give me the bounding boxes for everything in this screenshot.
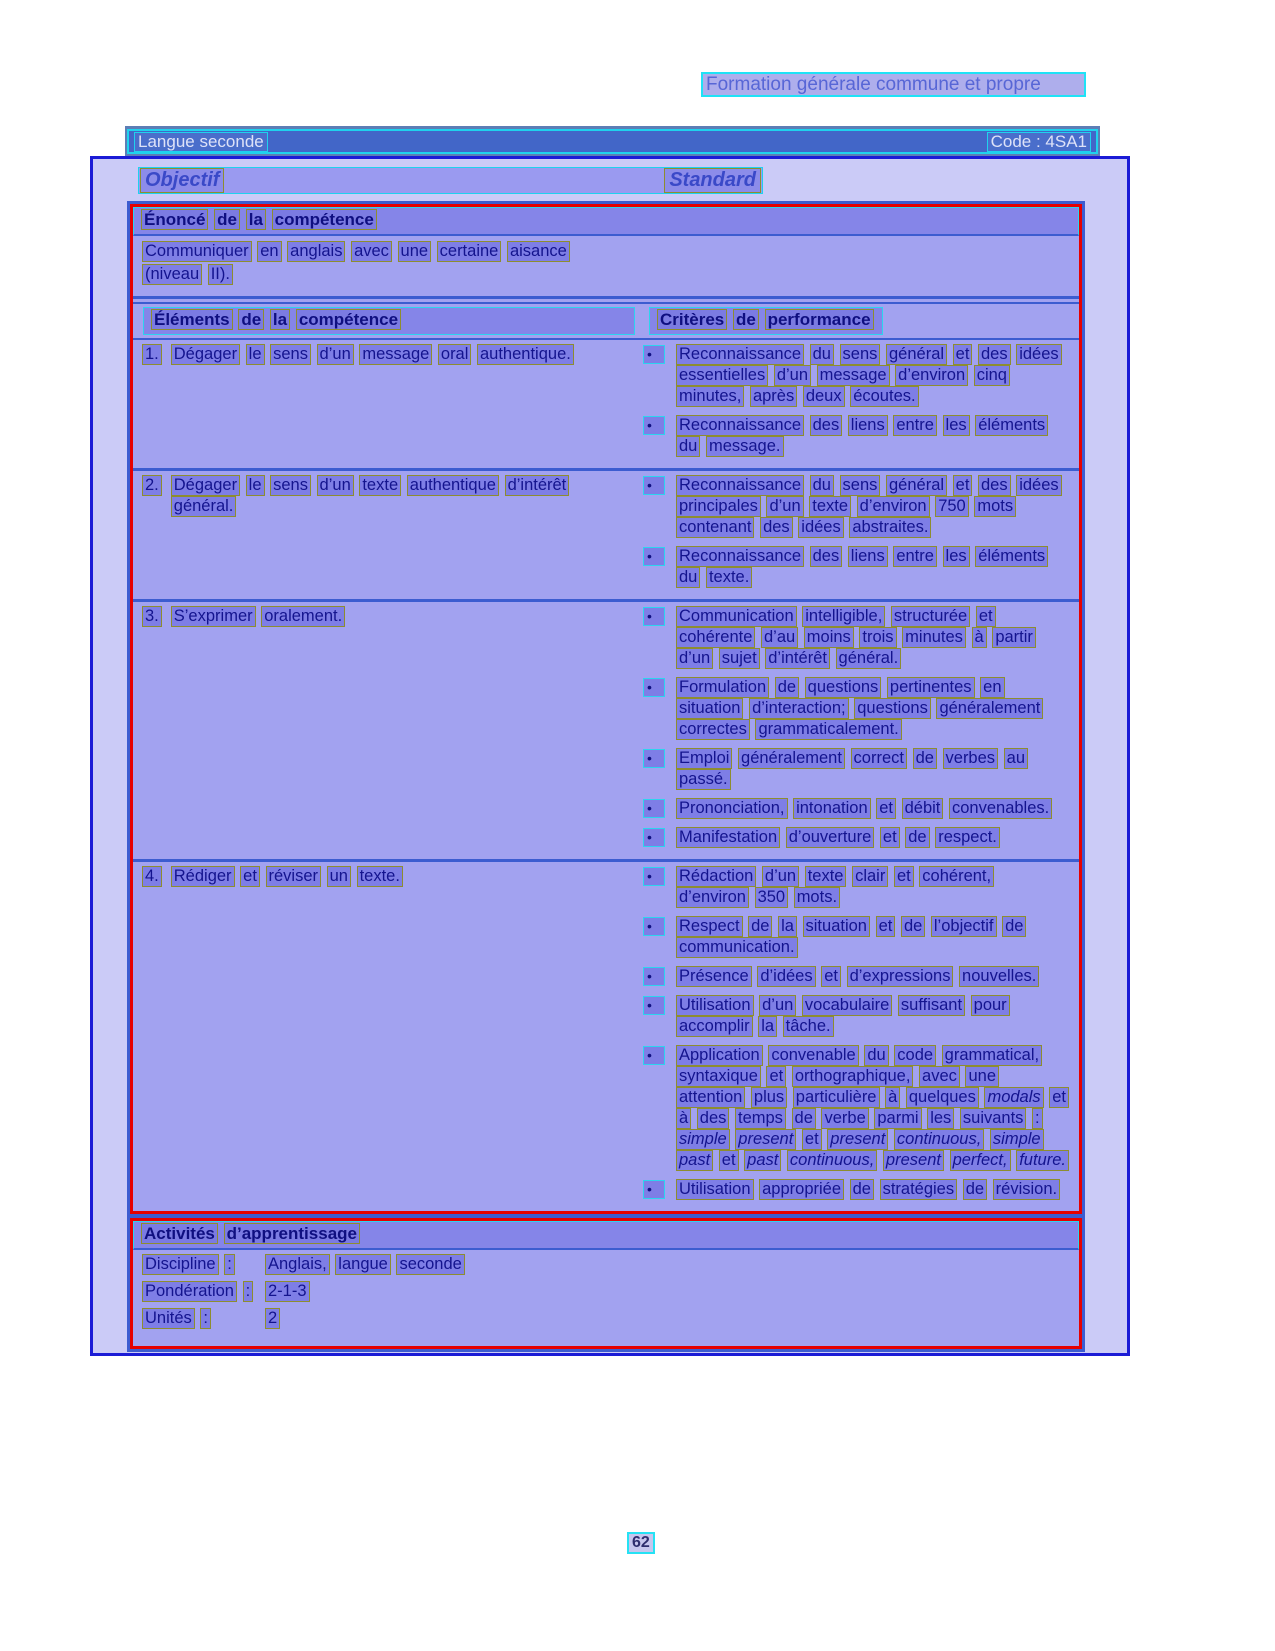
code-badge: Code : 4SA1	[987, 132, 1091, 152]
section-divider	[133, 296, 1079, 304]
enonce-elements-region	[130, 204, 1082, 1214]
field-value: 2	[268, 1309, 278, 1327]
bullet-icon: •	[643, 799, 665, 818]
bullet-icon: •	[643, 607, 665, 626]
bullet-icon: •	[643, 416, 665, 435]
element-text: Dégager le sens d’un message oral authentique.	[173, 345, 571, 363]
table-row	[133, 340, 1079, 468]
criteria-text: Reconnaissance du sens général et des idées principales d’un texte d’environ 750 mots contenant des idées abstraites.	[679, 476, 1059, 536]
field-row	[143, 1309, 1069, 1330]
activites-fields	[133, 1250, 1079, 1346]
bullet-icon: •	[643, 867, 665, 886]
objectif-heading: Objectif	[141, 169, 223, 192]
element-number: 2.	[145, 476, 159, 494]
criteria-cell	[643, 607, 1071, 851]
activites-title: Activités d’apprentissage	[133, 1221, 1079, 1250]
criteria-text: Présence d’idées et d’expressions nouvelles.	[679, 967, 1037, 985]
bullet-icon: •	[643, 1046, 665, 1065]
bullet-icon: •	[643, 828, 665, 847]
bullet-icon: •	[643, 345, 665, 364]
table-row	[133, 599, 1079, 859]
bullet-icon: •	[643, 917, 665, 936]
criteria-text: Utilisation d’un vocabulaire suffisant pour accomplir la tâche.	[679, 996, 1007, 1035]
field-label: Unités :	[145, 1309, 208, 1327]
element-number: 3.	[145, 607, 159, 625]
header-note: Formation générale commune et propre	[701, 72, 1086, 97]
table-row	[133, 859, 1079, 1211]
page-number: 62	[627, 1532, 655, 1554]
criteria-item	[643, 345, 1071, 408]
criteria-text: Reconnaissance des liens entre les éléments du message.	[679, 416, 1046, 455]
element-cell	[143, 345, 643, 460]
criteria-text: Respect de la situation et de l’objectif de communication.	[679, 917, 1024, 956]
criteria-item	[643, 1180, 1071, 1201]
criteres-header: Critères de performance	[649, 307, 883, 335]
criteria-item	[643, 828, 1071, 849]
criteria-item	[643, 476, 1071, 539]
criteria-item	[643, 867, 1071, 909]
table-row	[133, 468, 1079, 599]
element-cell	[143, 476, 643, 591]
document-title: Langue seconde	[134, 132, 268, 152]
criteria-text: Rédaction d’un texte clair et cohérent, d’environ 350 mots.	[679, 867, 992, 906]
criteria-item	[643, 799, 1071, 820]
criteria-text: Emploi généralement correct de verbes au passé.	[679, 749, 1025, 788]
bullet-icon: •	[643, 967, 665, 986]
enonce-text	[133, 236, 1079, 296]
element-text: Dégager le sens d’un texte authentique d’intérêt général.	[173, 476, 567, 515]
criteria-text: Reconnaissance des liens entre les éléments du texte.	[679, 547, 1046, 586]
criteria-text: Manifestation d’ouverture et de respect.	[679, 828, 997, 846]
bullet-icon: •	[643, 749, 665, 768]
field-value: Anglais, langue seconde	[268, 1255, 462, 1273]
element-text: Rédiger et réviser un texte.	[173, 867, 400, 885]
bullet-icon: •	[643, 996, 665, 1015]
field-row	[143, 1282, 1069, 1303]
criteria-item	[643, 917, 1071, 959]
criteria-item	[643, 416, 1071, 458]
standard-heading: Standard	[665, 169, 760, 192]
criteria-item	[643, 547, 1071, 589]
field-label: Pondération :	[145, 1282, 251, 1300]
content-frame	[90, 156, 1130, 1356]
bullet-icon: •	[643, 678, 665, 697]
criteria-cell	[643, 345, 1071, 460]
element-cell	[143, 607, 643, 851]
bullet-icon: •	[643, 1180, 665, 1199]
field-row	[143, 1255, 1069, 1276]
criteria-text: Utilisation appropriée de stratégies de révision.	[679, 1180, 1058, 1198]
activites-region	[130, 1218, 1082, 1349]
criteria-item	[643, 678, 1071, 741]
criteria-item	[643, 996, 1071, 1038]
criteria-text: Reconnaissance du sens général et des idées essentielles d’un message d’environ cinq minutes, après deux écoutes.	[679, 345, 1059, 405]
criteria-item	[643, 607, 1071, 670]
criteria-text: Communication intelligible, structurée et cohérente d’au moins trois minutes à partir d’un sujet d’intérêt général.	[679, 607, 1033, 667]
elements-header: Éléments de la compétence	[143, 307, 635, 335]
field-label: Discipline :	[145, 1255, 232, 1273]
bullet-icon: •	[643, 547, 665, 566]
criteria-text: Application convenable du code grammatical, syntaxique et orthographique, avec une attention plus particulière à quelques modals et à des temps de verbe parmi les suivants : simple present et present continuous, simple past et past continuous, present perfect, future.	[679, 1046, 1067, 1169]
table-header-row	[133, 304, 1079, 340]
enonce-line-1: Communiquer en anglais avec une certaine aisance	[145, 242, 567, 260]
column-headings	[138, 167, 763, 194]
criteria-text: Prononciation, intonation et débit convenables.	[679, 799, 1050, 817]
competence-rows	[133, 340, 1079, 1211]
title-bar-inner	[127, 129, 1098, 154]
title-bar	[125, 126, 1100, 156]
field-value: 2-1-3	[268, 1282, 307, 1300]
criteria-text: Formulation de questions pertinentes en situation d’interaction; questions généralement correctes grammaticalement.	[679, 678, 1041, 738]
criteria-item	[643, 1046, 1071, 1172]
element-number: 1.	[145, 345, 159, 363]
element-number: 4.	[145, 867, 159, 885]
bullet-icon: •	[643, 476, 665, 495]
criteria-item	[643, 749, 1071, 791]
criteria-item	[643, 967, 1071, 988]
enonce-line-2: (niveau II).	[145, 265, 230, 283]
criteria-cell	[643, 476, 1071, 591]
competence-table	[127, 201, 1085, 1352]
enonce-title: Énoncé de la compétence	[133, 207, 1079, 236]
criteria-cell	[643, 867, 1071, 1203]
element-cell	[143, 867, 643, 1203]
element-text: S’exprimer oralement.	[173, 607, 343, 625]
